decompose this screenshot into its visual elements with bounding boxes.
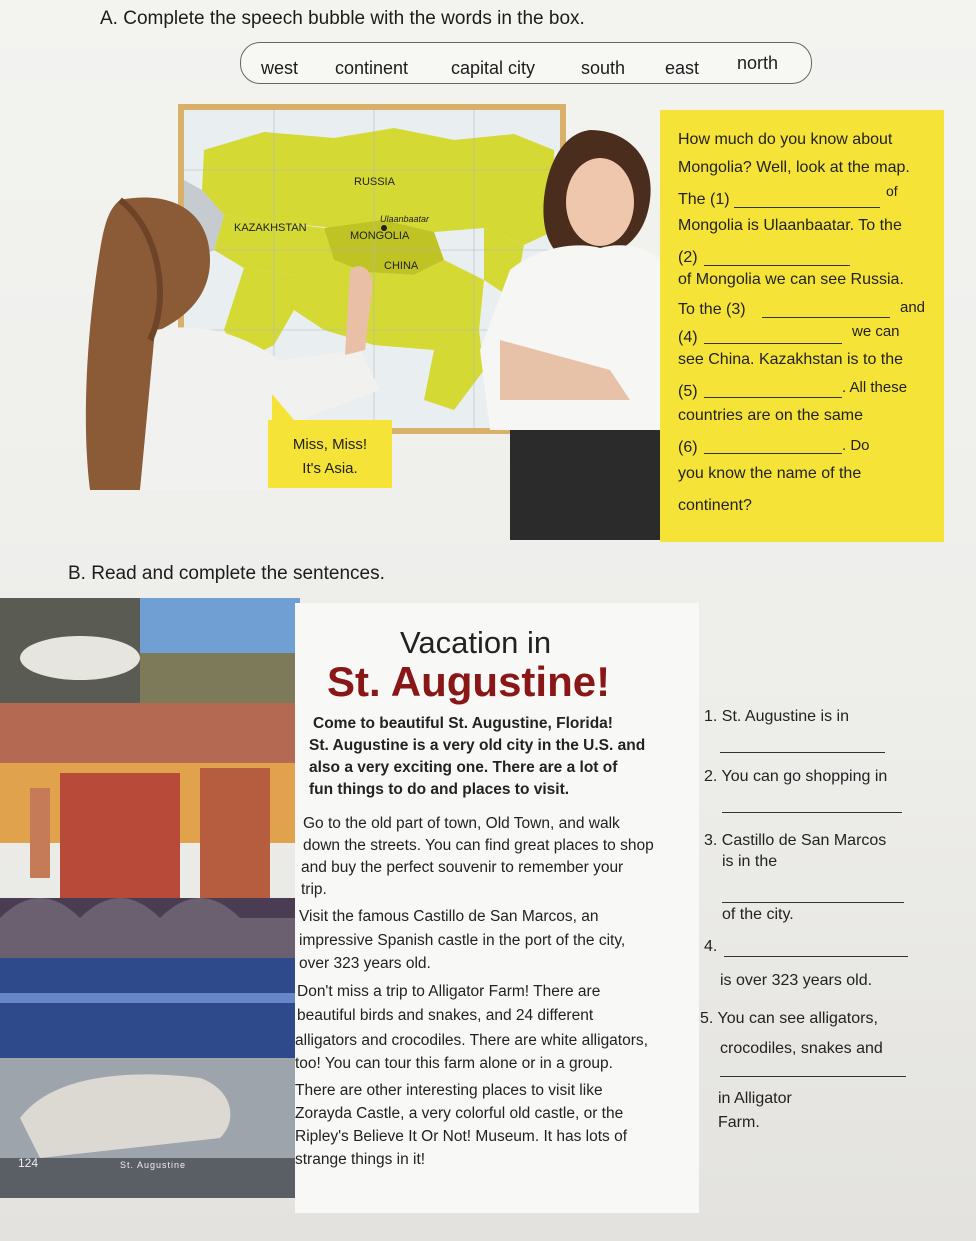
speech-line-3b: of bbox=[886, 183, 898, 199]
speech-line-8b: we can bbox=[852, 323, 900, 340]
map-label-mongolia: MONGOLIA bbox=[350, 230, 410, 242]
speech-line-6: of Mongolia we can see Russia. bbox=[678, 271, 904, 288]
q4-text-a: 4. bbox=[704, 938, 718, 955]
p4-line-2: beautiful birds and snakes, and 24 different bbox=[297, 1007, 594, 1024]
blank-3[interactable] bbox=[762, 316, 890, 318]
speech-line-12b: . Do bbox=[842, 437, 870, 454]
speech-line-1: How much do you know about bbox=[678, 131, 893, 148]
girl-bubble-line-1: Miss, Miss! bbox=[292, 436, 368, 453]
speech-line-4: Mongolia is Ulaanbaatar. To the bbox=[678, 217, 902, 234]
p2-line-4: trip. bbox=[301, 881, 327, 898]
map-label-china: CHINA bbox=[384, 260, 419, 272]
p5-line-1: There are other interesting places to visit like bbox=[295, 1082, 603, 1099]
word-capital-city: capital city bbox=[451, 58, 536, 78]
q5-text-a: 5. You can see alligators, bbox=[700, 1010, 878, 1027]
p4-line-4: too! You can tour this farm alone or in a group. bbox=[295, 1055, 613, 1072]
p4-line-1: Don't miss a trip to Alligator Farm! There are bbox=[297, 983, 601, 1000]
q5-answer-line[interactable] bbox=[720, 1076, 906, 1077]
blank-6[interactable] bbox=[704, 452, 842, 454]
speech-line-7b: and bbox=[900, 299, 926, 316]
speech-line-14: continent? bbox=[678, 497, 752, 514]
page-number: 124 bbox=[18, 1156, 39, 1170]
word-north: north bbox=[737, 53, 779, 73]
q5-text-c: in Alligator bbox=[718, 1090, 792, 1107]
blank-1[interactable] bbox=[734, 206, 880, 208]
speech-line-11: countries are on the same bbox=[678, 407, 863, 424]
sentence-questions bbox=[700, 600, 950, 1160]
p5-line-3: Ripley's Believe It Or Not! Museum. It has lots of bbox=[295, 1128, 628, 1145]
speech-line-3a: The (1) bbox=[678, 191, 730, 208]
p2-line-3: and buy the perfect souvenir to remember your bbox=[301, 859, 624, 876]
speech-line-12a: (6) bbox=[678, 439, 698, 456]
q5-text-b: crocodiles, snakes and bbox=[720, 1040, 883, 1057]
word-continent: continent bbox=[335, 58, 409, 78]
teacher-speech-bubble bbox=[660, 110, 944, 542]
q3-answer-line[interactable] bbox=[722, 902, 904, 903]
q2-answer-line[interactable] bbox=[722, 812, 902, 813]
speech-line-10a: (5) bbox=[678, 383, 698, 400]
p1-line-1: Come to beautiful St. Augustine, Florida! bbox=[313, 715, 613, 732]
p2-line-2: down the streets. You can find great places to shop bbox=[303, 837, 654, 854]
word-south: south bbox=[581, 58, 626, 78]
article-title-2: St. Augustine! bbox=[327, 658, 611, 705]
q1-answer-line[interactable] bbox=[720, 752, 885, 753]
q4-answer-line[interactable] bbox=[724, 956, 908, 957]
q4-text-b: is over 323 years old. bbox=[720, 972, 873, 989]
map-label-kazakhstan: KAZAKHSTAN bbox=[234, 222, 307, 234]
girl-bubble-line-2: It's Asia. bbox=[302, 460, 358, 477]
p5-line-4: strange things in it! bbox=[295, 1151, 426, 1168]
q3-text-a: 3. Castillo de San Marcos bbox=[704, 832, 887, 849]
q2-text: 2. You can go shopping in bbox=[704, 768, 888, 785]
word-west: west bbox=[261, 58, 299, 78]
q3-text-c: of the city. bbox=[722, 906, 794, 923]
speech-line-5: (2) bbox=[678, 249, 698, 266]
speech-line-10b: . All these bbox=[842, 379, 908, 396]
p4-line-3: alligators and crocodiles. There are white alligators, bbox=[295, 1032, 648, 1049]
vacation-article bbox=[295, 603, 699, 1213]
q5-text-d: Farm. bbox=[718, 1114, 760, 1131]
speech-line-7a: To the (3) bbox=[678, 301, 746, 318]
p3-line-2: impressive Spanish castle in the port of the city, bbox=[299, 932, 626, 949]
article-title-1: Vacation in bbox=[400, 625, 552, 660]
speech-line-9: see China. Kazakhstan is to the bbox=[678, 351, 904, 368]
section-a-title: A. Complete the speech bubble with the words in the box. bbox=[100, 8, 585, 29]
souvenir-sign-text: St. Augustine bbox=[120, 1160, 187, 1170]
word-east: east bbox=[665, 58, 700, 78]
blank-2[interactable] bbox=[704, 264, 850, 266]
st-augustine-photo-collage bbox=[0, 598, 300, 1198]
speech-line-2: Mongolia? Well, look at the map. bbox=[678, 159, 910, 176]
map-label-russia: RUSSIA bbox=[354, 176, 395, 188]
q3-text-b: is in the bbox=[722, 853, 778, 870]
q1-text: 1. St. Augustine is in bbox=[704, 708, 849, 725]
speech-line-8a: (4) bbox=[678, 329, 698, 346]
p1-line-4: fun things to do and places to visit. bbox=[309, 781, 570, 798]
map-label-ulaanbaatar: Ulaanbaatar bbox=[380, 214, 430, 224]
p1-line-2: St. Augustine is a very old city in the U.S. and bbox=[309, 737, 646, 754]
speech-line-13: you know the name of the bbox=[678, 465, 862, 482]
p3-line-3: over 323 years old. bbox=[299, 955, 431, 972]
p5-line-2: Zorayda Castle, a very colorful old castle, or the bbox=[295, 1105, 624, 1122]
blank-5[interactable] bbox=[704, 396, 842, 398]
p1-line-3: also a very exciting one. There are a lot of bbox=[309, 759, 618, 776]
section-b-title: B. Read and complete the sentences. bbox=[68, 563, 385, 584]
p3-line-1: Visit the famous Castillo de San Marcos, an bbox=[299, 908, 599, 925]
teacher-photo bbox=[470, 130, 670, 540]
p2-line-1: Go to the old part of town, Old Town, and walk bbox=[303, 815, 620, 832]
girl-speech-bubble bbox=[268, 420, 392, 488]
blank-4[interactable] bbox=[704, 342, 842, 344]
word-box bbox=[240, 42, 812, 84]
